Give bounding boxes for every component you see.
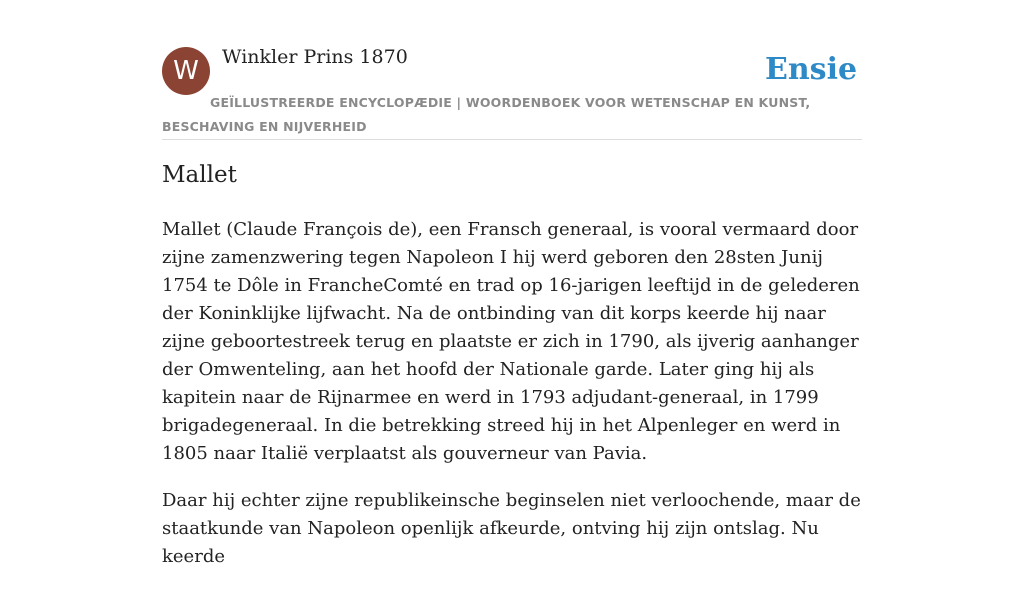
article-paragraph: Mallet (Claude François de), een Fransch generaal, is vooral vermaard door zijne zamenzwering tegen Napoleon I hij werd geboren den 28sten Junij 1754 te Dôle in FrancheComté en trad op 16-jarigen leeftijd in de gelederen der Koninklijke lijfwacht. Na de ontbinding van dit korps keerde hij naar zijne geboortestreek terug en plaatste er zich in 1790, als ijverig aanhanger der Omwenteling, aan het hoofd der Nationale garde. Later ging hij als kapitein naar de Rijnarmee en werd in 1793 adjudant-generaal, in 1799 brigadegeneraal. In die betrekking streed hij in het Alpenleger en werd in 1805 naar Italië verplaatst als gouverneur van Pavia. <box>162 219 860 464</box>
source-name[interactable]: Winkler Prins 1870 <box>222 46 408 68</box>
header-divider <box>162 139 862 140</box>
brand-logo[interactable]: Ensie <box>765 52 858 87</box>
article-paragraph: Daar hij echter zijne republikeinsche beginselen niet verloochende, maar de staatkunde van Napoleon openlijk afkeurde, ontving hij zijn ontslag. Nu keerde <box>162 490 861 567</box>
source-avatar[interactable]: W <box>162 47 210 95</box>
source-subtitle: GEÏLLUSTREERDE ENCYCLOPÆDIE | WOORDENBOEK VOOR WETENSCHAP EN KUNST, BESCHAVING EN NIJVERHEID <box>162 95 811 134</box>
article-title: Mallet <box>162 162 237 188</box>
article-body <box>162 216 868 590</box>
